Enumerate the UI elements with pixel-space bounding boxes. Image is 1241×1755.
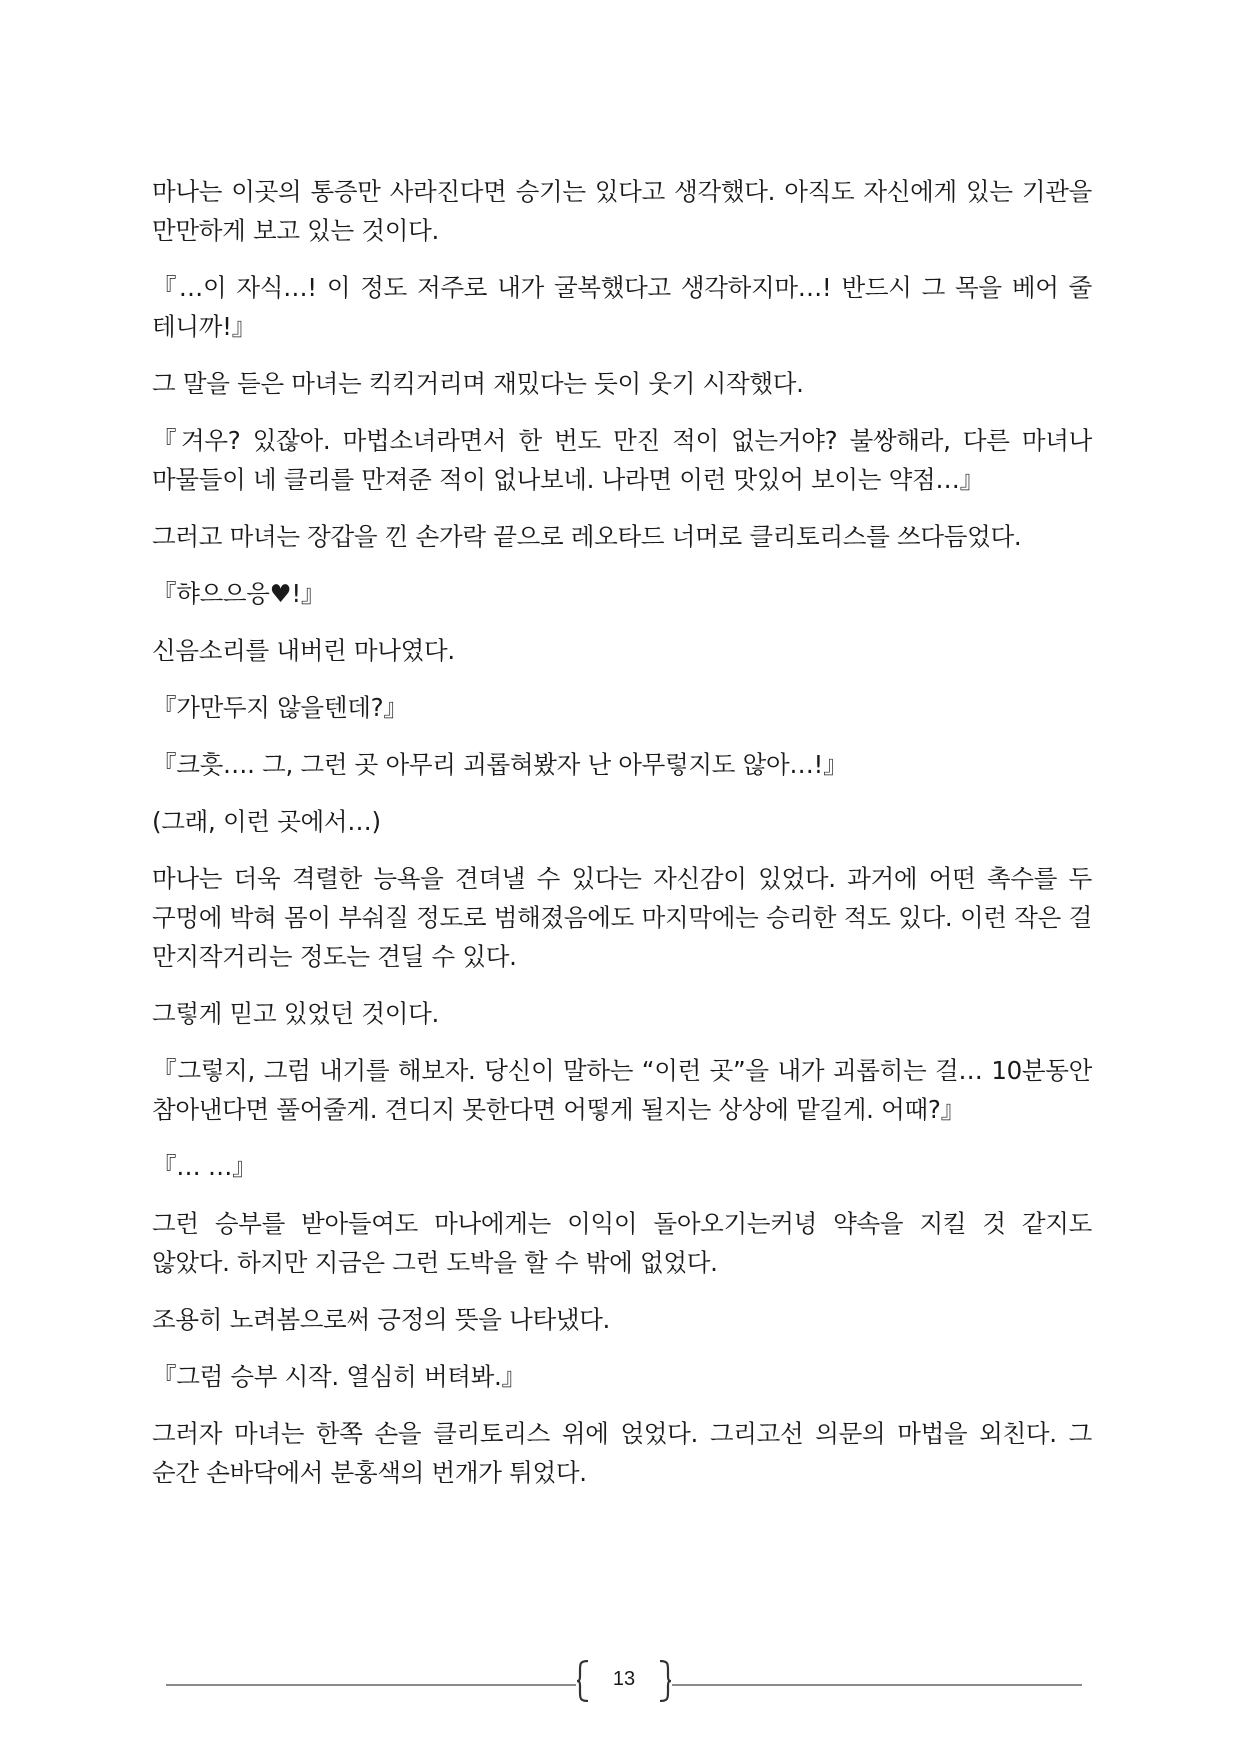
page-body	[152, 172, 1092, 1510]
paragraph-10: (그래, 이런 곳에서…)	[152, 807, 381, 836]
paragraph-18: 그러자 마녀는 한쪽 손을 클리토리스 위에 얹었다. 그리고선 의문의 마법을 외친다. 그 순간 손바닥에서 분홍색의 번개가 튀었다.	[152, 1419, 1092, 1487]
paragraph-1: 마나는 이곳의 통증만 사라진다면 승기는 있다고 생각했다. 아직도 자신에게 있는 기관을 만만하게 보고 있는 것이다.	[152, 177, 1092, 245]
paragraph-13: 『그렇지, 그럼 내기를 해보자. 당신이 말하는 “이런 곳”을 내가 괴롭히는 걸… 10분동안 참아낸다면 풀어줄게. 견디지 못한다면 어떻게 될지는 상상에 맡길게. 어때?』	[152, 1056, 1092, 1124]
page-number: 13	[612, 1668, 636, 1690]
footer-rule-left	[166, 1684, 576, 1686]
paragraph-5: 그러고 마녀는 장갑을 낀 손가락 끝으로 레오타드 너머로 클리토리스를 쓰다듬었다.	[152, 522, 1022, 551]
left-brace-icon	[576, 1660, 590, 1702]
paragraph-6: 『햐으으응♥!』	[152, 579, 326, 608]
paragraph-14: 『… …』	[152, 1152, 257, 1181]
footer-rule-right	[672, 1684, 1082, 1686]
paragraph-2: 『…이 자식…! 이 정도 저주로 내가 굴복했다고 생각하지마…! 반드시 그 목을 베어 줄 테니까!』	[152, 273, 1092, 341]
paragraph-17: 『그럼 승부 시작. 열심히 버텨봐.』	[152, 1362, 526, 1391]
paragraph-11: 마나는 더욱 격렬한 능욕을 견뎌낼 수 있다는 자신감이 있었다. 과거에 어떤 촉수를 두 구멍에 박혀 몸이 부숴질 정도로 범해졌음에도 마지막에는 승리한 적도 있다. 이런 작은 걸 만지작거리는 정도는 견딜 수 있다.	[152, 864, 1092, 971]
paragraph-12: 그렇게 믿고 있었던 것이다.	[152, 999, 439, 1028]
paragraph-4: 『겨우? 있잖아. 마법소녀라면서 한 번도 만진 적이 없는거야? 불쌍해라, 다른 마녀나 마물들이 네 클리를 만져준 적이 없나보네. 나라면 이런 맛있어 보이는 약점…』	[152, 426, 1092, 494]
paragraph-9: 『크흣…. 그, 그런 곳 아무리 괴롭혀봤자 난 아무렇지도 않아…!』	[152, 750, 848, 779]
page-footer	[166, 1660, 1082, 1710]
paragraph-16: 조용히 노려봄으로써 긍정의 뜻을 나타냈다.	[152, 1305, 611, 1334]
paragraph-7: 신음소리를 내버린 마나였다.	[152, 636, 455, 665]
right-brace-icon	[658, 1660, 672, 1702]
paragraph-8: 『가만두지 않을텐데?』	[152, 693, 408, 722]
paragraph-3: 그 말을 듣은 마녀는 킥킥거리며 재밌다는 듯이 웃기 시작했다.	[152, 369, 804, 398]
paragraph-15: 그런 승부를 받아들여도 마나에게는 이익이 돌아오기는커녕 약속을 지킬 것 같지도 않았다. 하지만 지금은 그런 도박을 할 수 밖에 없었다.	[152, 1209, 1092, 1277]
